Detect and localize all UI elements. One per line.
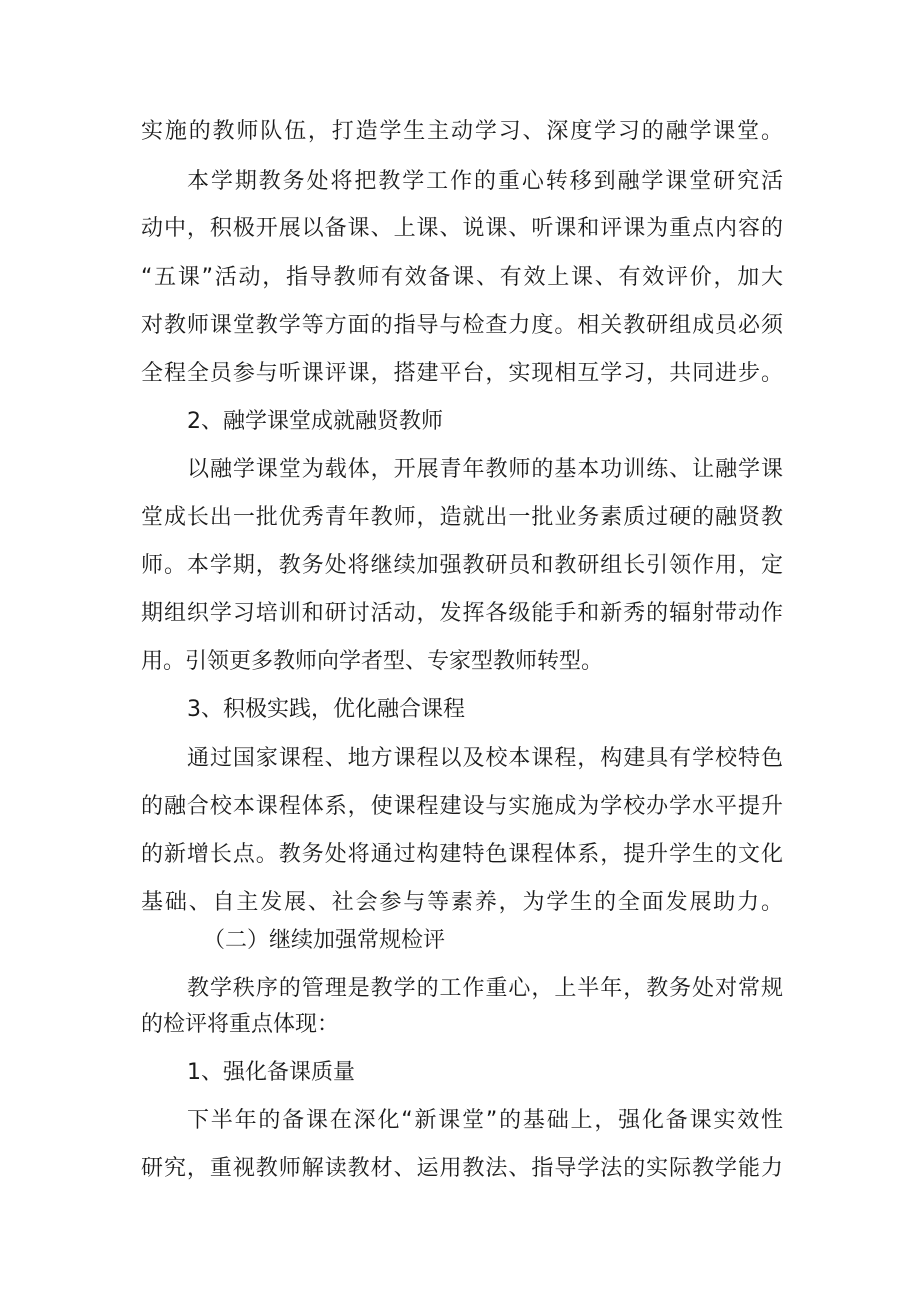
text-line: 基础、自主发展、社会参与等素养，为学生的全面发展助力。 — [141, 890, 783, 915]
text-line: 动中，积极开展以备课、上课、说课、听课和评课为重点内容的 — [141, 216, 783, 241]
text-line: 以融学课堂为载体，开展青年教师的基本功训练、让融学课 — [187, 457, 783, 482]
section-heading: （二）继续加强常规检评 — [203, 928, 446, 953]
text-line: 的检评将重点体现： — [141, 1012, 340, 1037]
section-heading: 2、融学课堂成就融贤教师 — [187, 409, 443, 434]
text-line: 用。引领更多教师向学者型、专家型教师转型。 — [141, 649, 604, 674]
text-line: 的新增长点。教务处将通过构建特色课程体系，提升学生的文化 — [141, 842, 783, 867]
text-line: “五课”活动，指导教师有效备课、有效上课、有效评价，加大 — [141, 265, 784, 290]
text-line: 对教师课堂教学等方面的指导与检查力度。相关教研组成员必须 — [141, 313, 783, 338]
text-line: 教学秩序的管理是教学的工作重心，上半年，教务处对常规 — [187, 976, 783, 1001]
text-line: 本学期教务处将把教学工作的重心转移到融学课堂研究活 — [187, 169, 783, 194]
text-line: 堂成长出一批优秀青年教师，造就出一批业务素质过硬的融贤教 — [141, 505, 783, 530]
section-heading: 1、强化备课质量 — [187, 1060, 355, 1085]
text-line: 通过国家课程、地方课程以及校本课程，构建具有学校特色 — [187, 746, 783, 771]
section-heading: 3、积极实践，优化融合课程 — [187, 697, 465, 722]
text-line: 全程全员参与听课评课，搭建平台，实现相互学习，共同进步。 — [141, 361, 783, 386]
text-line: 下半年的备课在深化“新课堂”的基础上，强化备课实效性 — [187, 1108, 783, 1133]
text-line: 的融合校本课程体系，使课程建设与实施成为学校办学水平提升 — [141, 794, 783, 819]
text-line: 研究，重视教师解读教材、运用教法、指导学法的实际教学能力 — [141, 1156, 783, 1181]
text-line: 师。本学期，教务处将继续加强教研员和教研组长引领作用，定 — [141, 553, 783, 578]
text-line: 实施的教师队伍，打造学生主动学习、深度学习的融学课堂。 — [141, 119, 783, 144]
text-line: 期组织学习培训和研讨活动，发挥各级能手和新秀的辐射带动作 — [141, 601, 783, 626]
